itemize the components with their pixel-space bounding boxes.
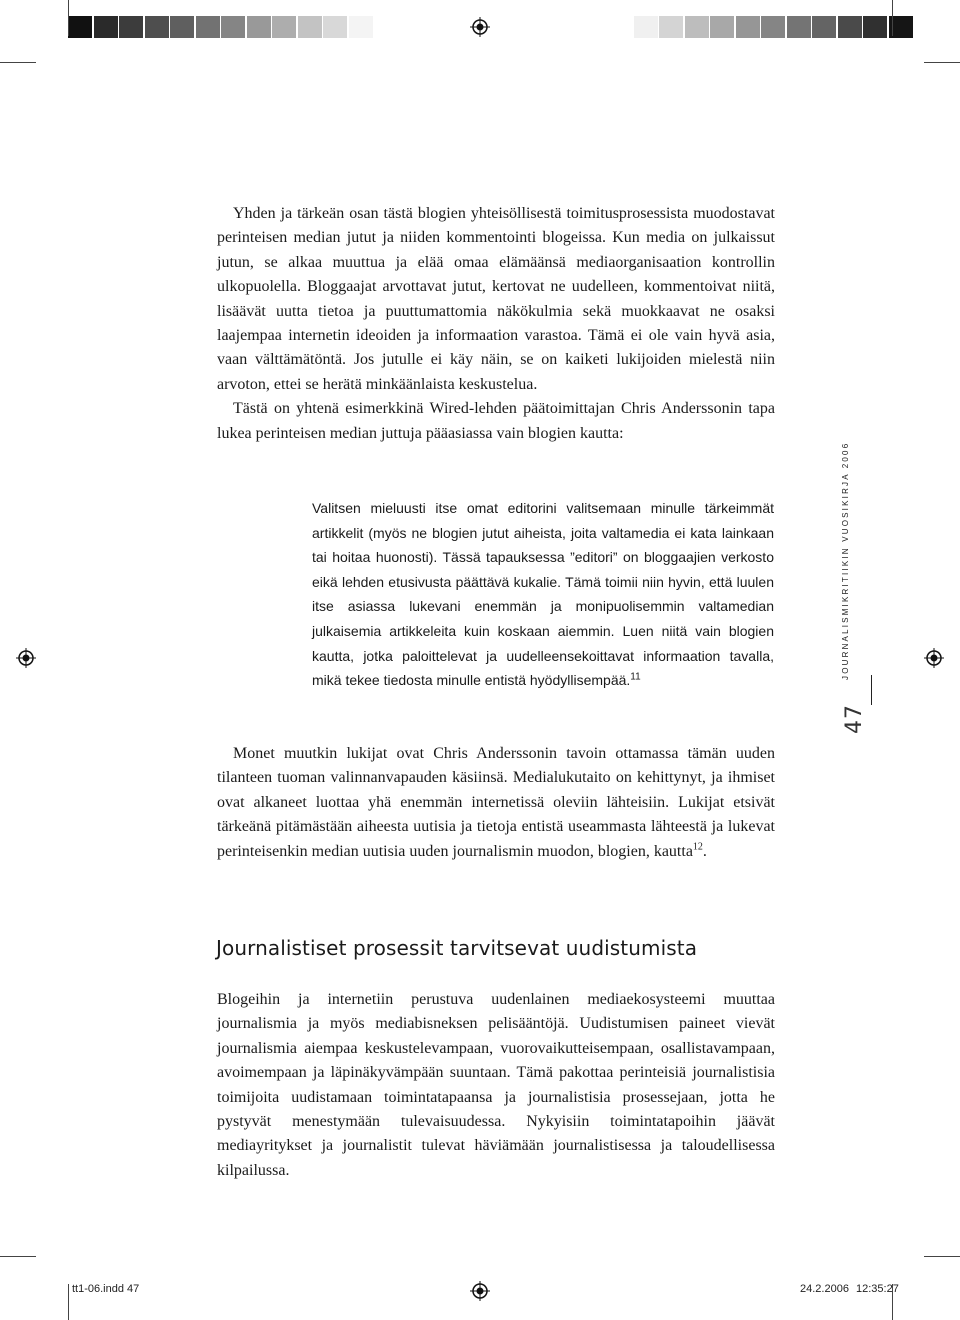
color-swatch	[583, 16, 607, 38]
quote-text: Valitsen mieluusti itse omat editorini valitsemaan minulle tärkeimmät artikkelit (myös ne blogien jutut aiheista, joita valtamedia ei kata lainkaan tai hoitaa huonosti). Tässä tapauksessa ”editori” on bloggaajien verkosto eikä lehden etusivusta päättävä kukalie. Tämä toimii niin hyvin, että luulen itse asiassa lukevani enemmän ja monipuolisemmin valtamedian julkaisemia artikkeleita kuin koskaan aiemmin. Luen niitä vain blogien kautta, jotka paloittelevat ja uudelleensekoittavat informaation tavalla, mikä tekee tiedosta minulle entistä hyödyllisempää.	[312, 500, 774, 689]
registration-mark-icon	[16, 648, 36, 668]
crop-mark	[68, 0, 69, 36]
running-head-label: JOURNALISMIKRITIIKIN VUOSIKIRJA 2006	[841, 441, 850, 680]
color-swatch	[761, 16, 785, 38]
color-swatch	[247, 16, 271, 38]
slug-date: 24.2.2006	[800, 1283, 849, 1295]
color-swatch	[349, 16, 373, 38]
color-bar-left	[68, 16, 476, 38]
slug-file: tt1-06.indd 47	[72, 1283, 140, 1295]
color-swatch	[634, 16, 658, 38]
color-swatch	[119, 16, 143, 38]
crop-mark	[924, 62, 960, 63]
color-swatch	[170, 16, 194, 38]
color-swatch	[196, 16, 220, 38]
paragraph: Blogeihin ja internetiin perustuva uudenlainen mediaekosysteemi muuttaa journalismia ja myös mediabisneksen pelisääntöjä. Uudistumisen paineet vievät journalismia aiempaa keskustelevampaan, vuorovaikutteisempaan, osallistavampaan, avoimempaan ja läpinäkyvämpään suuntaan. Tämä pakottaa perinteisiä journalistisia toimijoita uudistamaan toimintatapaansa ja journalistisia prosessejaan, jotta he pystyvät menestymään tulevaisuudessa. Nykyisiin toimintatapoihin jäävät mediayritykset ja journalistit tulevat häviämään journalistisessa ja taloudellisessa kilpailussa.	[217, 991, 775, 1179]
crop-mark	[892, 0, 893, 36]
color-swatch	[736, 16, 760, 38]
registration-mark-icon	[470, 17, 490, 37]
color-swatch	[221, 16, 245, 38]
color-swatch	[863, 16, 887, 38]
footnote-ref: 12	[692, 841, 703, 853]
color-swatch	[94, 16, 118, 38]
section-heading: Journalistiset prosessit tarvitsevat uudistumista	[216, 936, 698, 960]
color-swatch	[323, 16, 347, 38]
color-swatch	[400, 16, 424, 38]
body-text-block-3	[217, 988, 775, 1183]
crop-mark	[0, 1256, 36, 1257]
color-swatch	[272, 16, 296, 38]
color-swatch	[710, 16, 734, 38]
paragraph: Tästä on yhtenä esimerkkinä Wired-lehden päätoimittajan Chris Anderssonin tapa lukea perinteisen median juttuja pääasiassa vain blogien kautta:	[217, 400, 775, 442]
color-bar-right	[506, 16, 914, 38]
running-head	[838, 441, 878, 740]
color-swatch	[838, 16, 862, 38]
color-swatch	[608, 16, 632, 38]
paragraph	[217, 742, 775, 864]
color-swatch	[374, 16, 398, 38]
color-swatch	[425, 16, 449, 38]
slug-time: 12:35:27	[856, 1283, 899, 1295]
color-swatch	[532, 16, 556, 38]
color-swatch	[557, 16, 581, 38]
body-text-block-2	[217, 742, 775, 864]
footnote-ref: 11	[630, 671, 641, 683]
color-swatch	[685, 16, 709, 38]
running-head-rule	[871, 675, 872, 705]
color-swatch	[812, 16, 836, 38]
color-swatch	[659, 16, 683, 38]
color-swatch	[68, 16, 92, 38]
registration-mark-icon	[924, 648, 944, 668]
color-swatch	[298, 16, 322, 38]
crop-mark	[0, 62, 36, 63]
body-text-block-1	[217, 202, 775, 446]
color-swatch	[506, 16, 530, 38]
color-swatch	[145, 16, 169, 38]
color-swatch	[787, 16, 811, 38]
paragraph-end: .	[702, 842, 707, 860]
paragraph: Yhden ja tärkeän osan tästä blogien yhteisöllisestä toimitusprosessista muodostavat perinteisen median jutut ja niiden kommentointi blogeissa. Kun media on julkaissut jutun, se alkaa muuttua ja elää omaa elämäänsä mediaorganisaation kontrollin ulkopuolella. Bloggaajat arvottavat jutut, kertovat ne uudelleen, kommentoivat niitä, lisäävät uutta tietoa ja puuttumattomia näkökulmia sekä muokkaavat ne osaksi laajempaa internetin ideoiden ja informaation varastoa. Tämä ei ole vain hyvä asia, vaan välttämätöntä. Jos jutulle ei käy näin, se on kaiketi lukijoiden mielestä niin arvoton, ettei se herätä minkäänlaista keskustelua.	[217, 205, 775, 393]
registration-mark-icon	[470, 1281, 490, 1301]
block-quote	[312, 496, 774, 693]
crop-mark	[68, 1284, 69, 1320]
crop-mark	[924, 1256, 960, 1257]
paragraph-text: Monet muutkin lukijat ovat Chris Anderssonin tavoin ottamassa tämän uuden tilanteen tuoman valinnanvapauden käsiinsä. Medialukutaito on kehittynyt, ja ihmiset ovat alkaneet luottaa yhä enemmän internetissä oleviin lähteisiin. Lukijat etsivät tärkeänä pitämästään aiheesta uutisia ja tietoja entistä useammasta lähteestä ja lukevat perinteisenkin median uutisia uuden journalismin muodon, blogien, kautta	[217, 745, 775, 860]
page-number: 47	[842, 704, 867, 734]
